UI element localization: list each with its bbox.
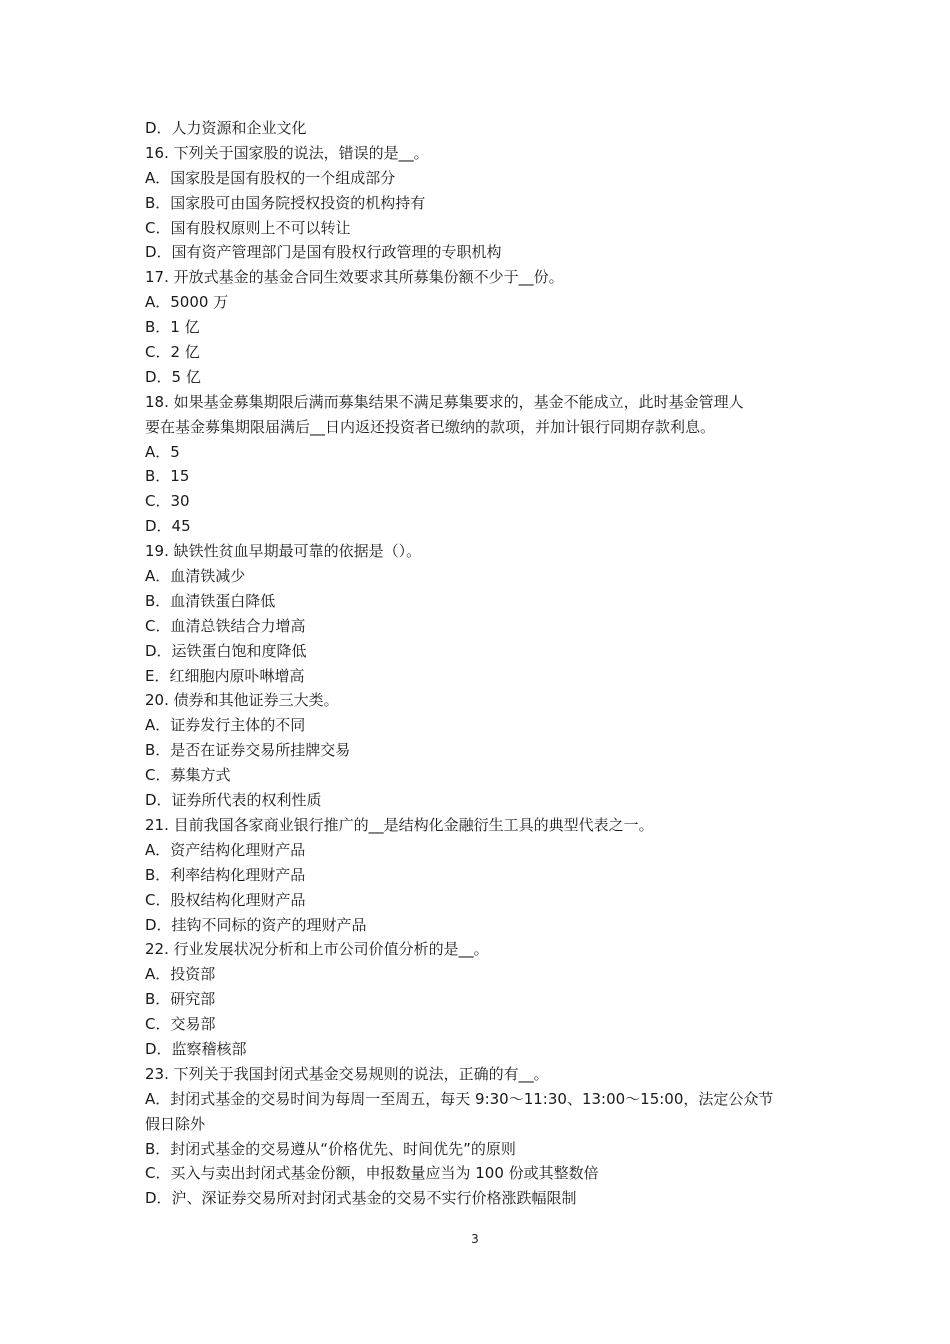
page-number: 3	[471, 1232, 479, 1246]
option-a: A．封闭式基金的交易时间为每周一至周五，每天 9:30～11:30、13:00～15:00，法定公众节	[145, 1089, 774, 1108]
option-a: A．5000 万	[145, 293, 229, 312]
option-d: D．国有资产管理部门是国有股权行政管理的专职机构	[145, 243, 502, 262]
question-18: 18. 如果基金募集期限后满而募集结果不满足募集要求的，基金不能成立，此时基金管理人	[145, 392, 744, 411]
question-20: 20. 债券和其他证券三大类。	[145, 691, 339, 710]
option-d: D．挂钩不同标的资产的理财产品	[145, 915, 367, 934]
option-c: C．血清总铁结合力增高	[145, 616, 306, 635]
option-a: A．投资部	[145, 965, 216, 984]
option-c: C．募集方式	[145, 766, 231, 785]
option-d: D．运铁蛋白饱和度降低	[145, 641, 307, 660]
option-b: B．利率结构化理财产品	[145, 865, 306, 884]
option-c: C．2 亿	[145, 343, 200, 362]
option-d: D．沪、深证券交易所对封闭式基金的交易不实行价格涨跌幅限制	[145, 1189, 577, 1208]
option-d: D．5 亿	[145, 367, 201, 386]
option-d: D．监察稽核部	[145, 1039, 247, 1058]
option-c: C．国有股权原则上不可以转让	[145, 218, 351, 237]
option-a: A．资产结构化理财产品	[145, 840, 306, 859]
question-23: 23. 下列关于我国封闭式基金交易规则的说法，正确的有__。	[145, 1064, 549, 1083]
option-b: B．封闭式基金的交易遵从“价格优先、时间优先”的原则	[145, 1139, 516, 1158]
option-d: D．证券所代表的权利性质	[145, 791, 322, 810]
option-b: B．血清铁蛋白降低	[145, 591, 276, 610]
option-c: C．股权结构化理财产品	[145, 890, 306, 909]
option-b: B．1 亿	[145, 318, 200, 337]
option-a: A．国家股是国有股权的一个组成部分	[145, 168, 396, 187]
option-a: A．证券发行主体的不同	[145, 716, 306, 735]
text-line: D．人力资源和企业文化	[145, 119, 307, 137]
option-d: D．45	[145, 517, 191, 536]
option-c: C．30	[145, 492, 190, 511]
option-b: B．国家股可由国务院授权投资的机构持有	[145, 193, 426, 212]
option-a-continued: 假日除外	[145, 1114, 206, 1133]
option-a: A．血清铁减少	[145, 567, 246, 586]
option-c: C．交易部	[145, 1015, 216, 1034]
question-21: 21. 目前我国各家商业银行推广的__是结构化金融衍生工具的典型代表之一。	[145, 815, 654, 834]
question-16: 16. 下列关于国家股的说法，错误的是__。	[145, 143, 429, 162]
document-body	[145, 116, 815, 1211]
question-17: 17. 开放式基金的基金合同生效要求其所募集份额不少于__份。	[145, 268, 564, 287]
option-b: B．15	[145, 467, 190, 486]
option-b: B．研究部	[145, 990, 216, 1009]
option-e: E．红细胞内原卟啉增高	[145, 666, 305, 685]
question-18-continued: 要在基金募集期限届满后__日内返还投资者已缴纳的款项，并加计银行同期存款利息。	[145, 417, 716, 436]
question-19: 19. 缺铁性贫血早期最可靠的依据是（）。	[145, 542, 422, 561]
question-22: 22. 行业发展状况分析和上市公司价值分析的是__。	[145, 940, 489, 959]
option-b: B．是否在证券交易所挂牌交易	[145, 741, 351, 760]
option-a: A．5	[145, 442, 180, 461]
option-c: C．买入与卖出封闭式基金份额，申报数量应当为 100 份或其整数倍	[145, 1164, 599, 1183]
